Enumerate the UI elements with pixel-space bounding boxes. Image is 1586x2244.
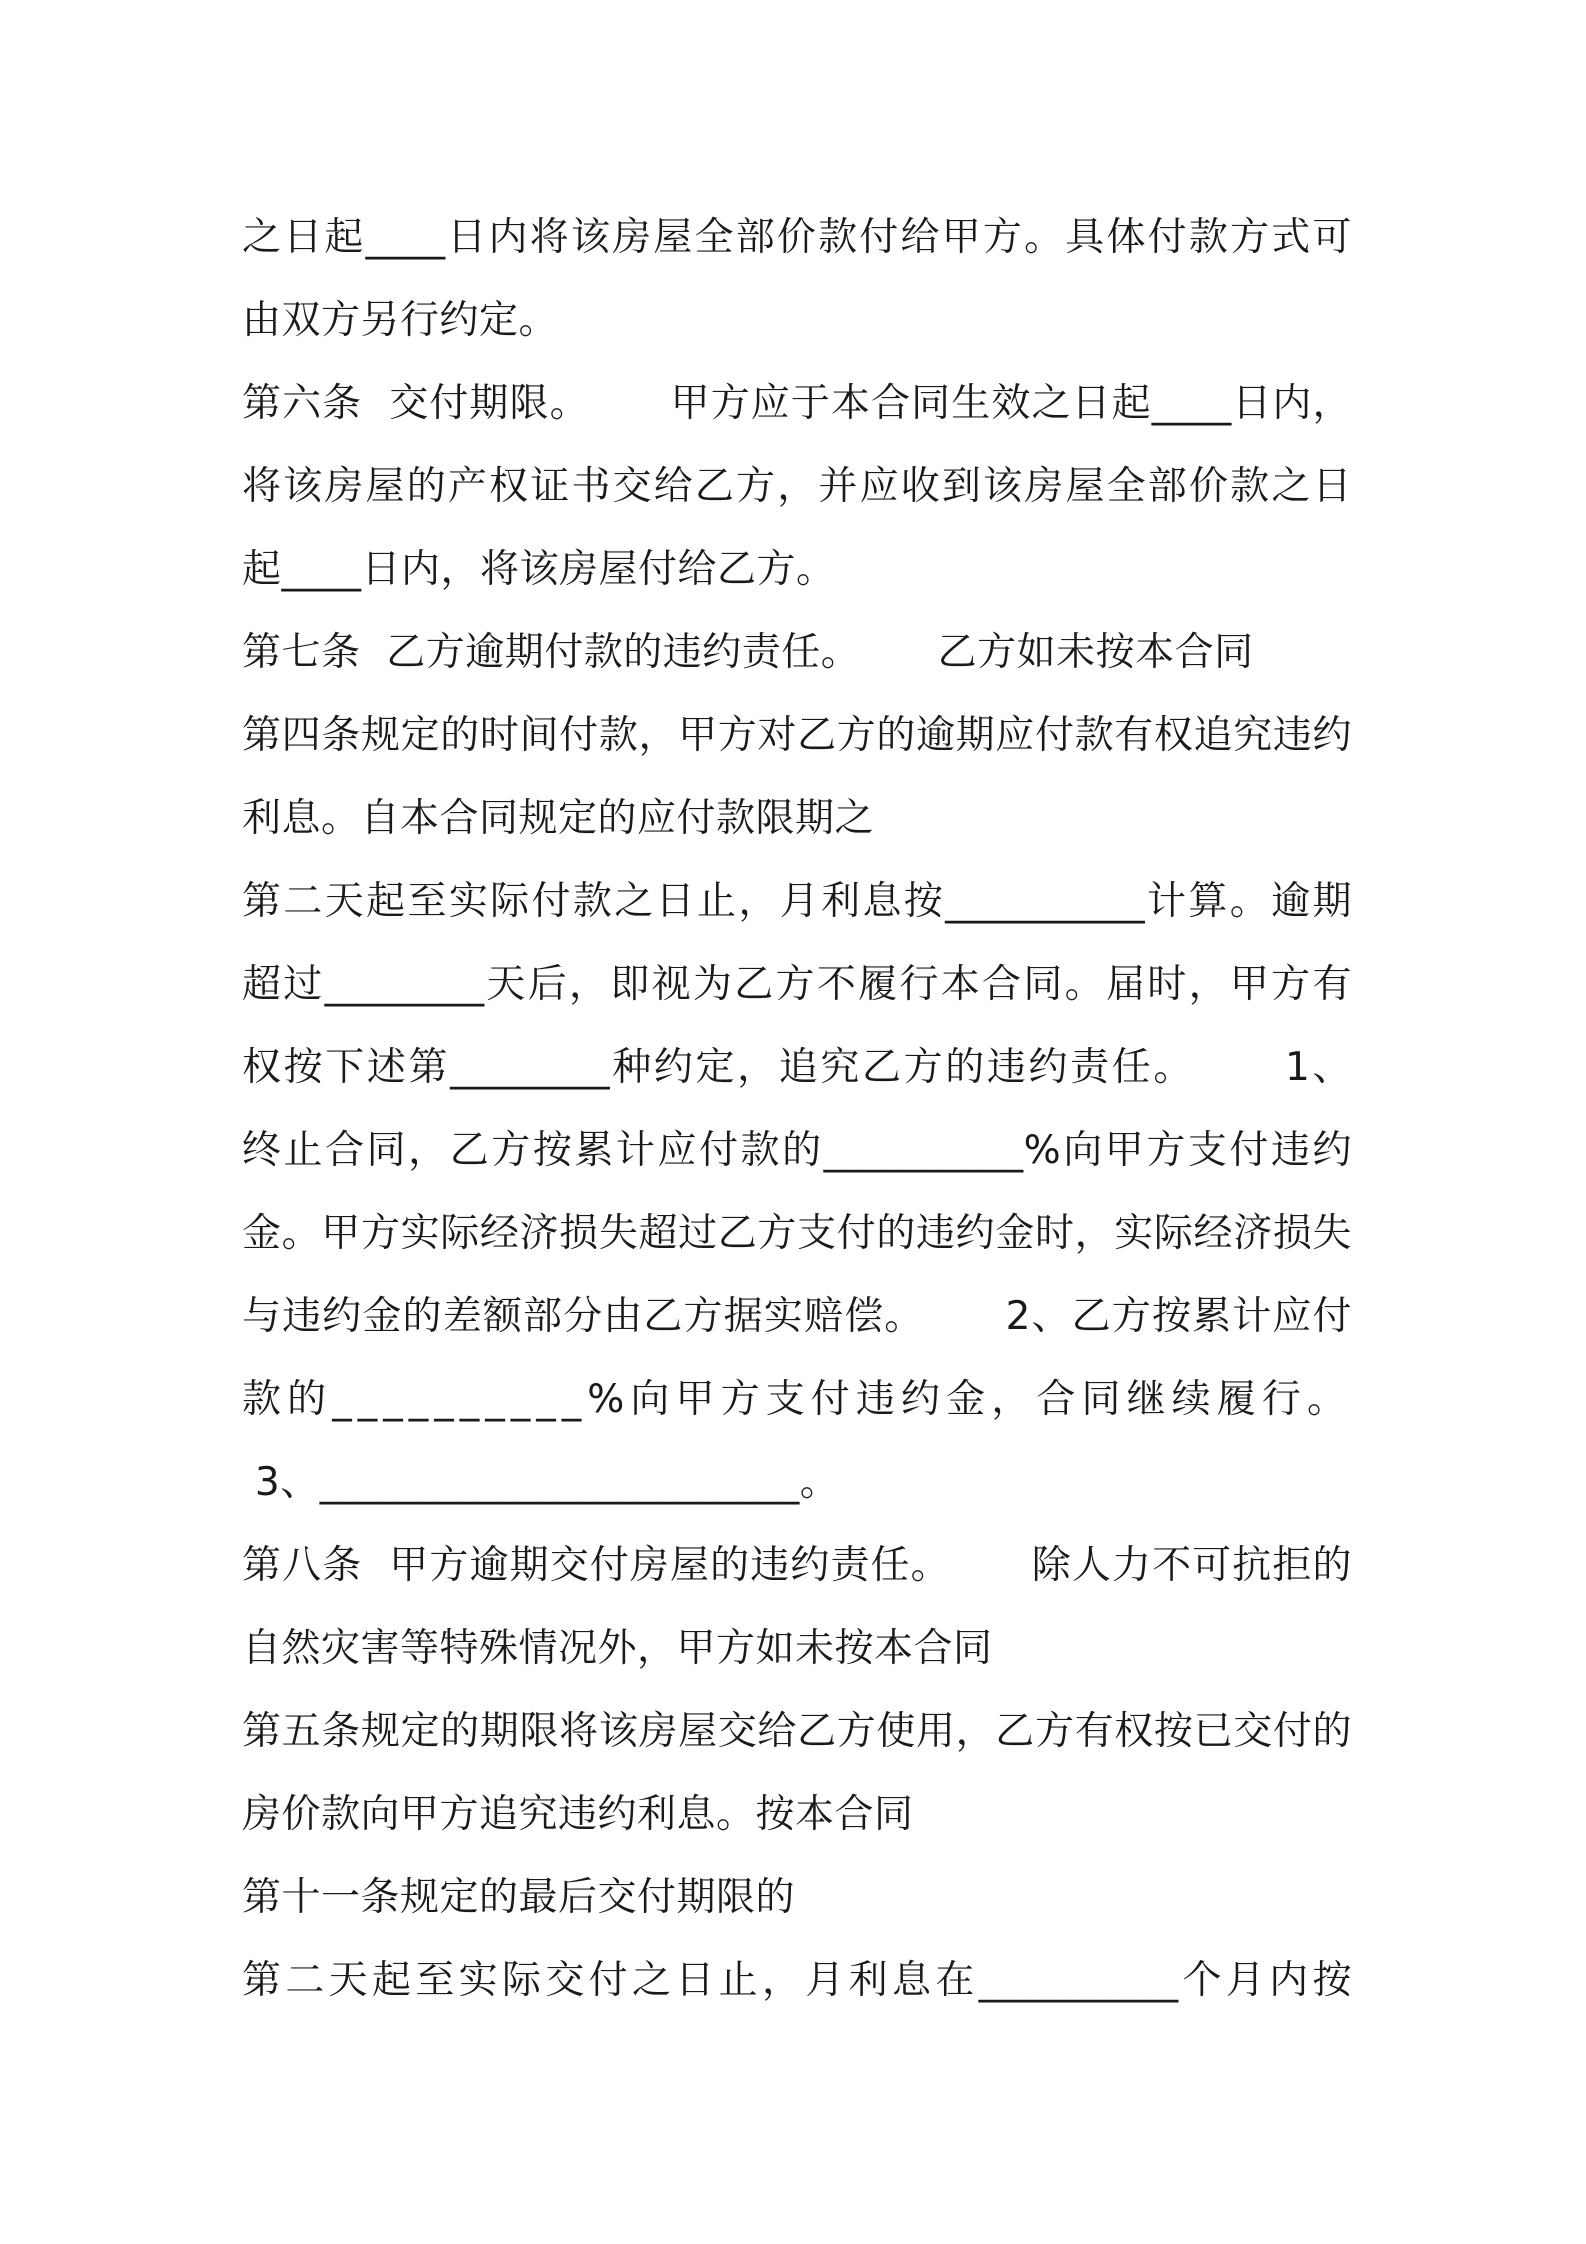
text-line: 第二天起至实际付款之日止，月利息按__________计算。逾期 [242, 879, 1352, 924]
text-line: 自然灾害等特殊情况外，甲方如未按本合同 [242, 1626, 993, 1671]
article-7-heading-line: 第七条 乙方逾期付款的违约责任。 乙方如未按本合同 [242, 630, 1254, 675]
text-line: 之日起____日内将该房屋全部价款付给甲方。具体付款方式可 [242, 215, 1352, 260]
text-line: 金。甲方实际经济损失超过乙方支付的违约金时，实际经济损失 [242, 1211, 1352, 1256]
contract-text [242, 196, 1352, 2022]
text-line: 起____日内，将该房屋付给乙方。 [242, 547, 836, 592]
article-8-heading-line: 第八条 甲方逾期交付房屋的违约责任。 除人力不可抗拒的 [242, 1543, 1352, 1588]
text-line: 将该房屋的产权证书交给乙方，并应收到该房屋全部价款之日 [242, 464, 1352, 509]
text-line: 3、________________________。 [242, 1460, 840, 1505]
text-line: 由双方另行约定。 [242, 298, 559, 343]
text-line: 第十一条规定的最后交付期限的 [242, 1875, 796, 1920]
text-line: 利息。自本合同规定的应付款限期之 [242, 796, 875, 841]
text-line: 与违约金的差额部分由乙方据实赔偿。 2、乙方按累计应付 [242, 1294, 1352, 1339]
text-line: 房价款向甲方追究违约利息。按本合同 [242, 1792, 914, 1837]
text-line: 权按下述第________种约定，追究乙方的违约责任。 1、 [242, 1045, 1352, 1090]
text-line: 第五条规定的期限将该房屋交给乙方使用，乙方有权按已交付的 [242, 1709, 1352, 1754]
text-line: 第四条规定的时间付款，甲方对乙方的逾期应付款有权追究违约 [242, 713, 1352, 758]
text-line: 终止合同，乙方按累计应付款的__________%向甲方支付违约 [242, 1128, 1352, 1173]
text-line: 超过________天后，即视为乙方不履行本合同。届时，甲方有 [242, 962, 1352, 1007]
text-line: 款的__________%向甲方支付违约金，合同继续履行。 [242, 1377, 1352, 1422]
article-6-heading-line: 第六条 交付期限。 甲方应于本合同生效之日起____日内， [242, 381, 1352, 426]
text-line: 第二天起至实际交付之日止，月利息在__________个月内按 [242, 1958, 1352, 2003]
